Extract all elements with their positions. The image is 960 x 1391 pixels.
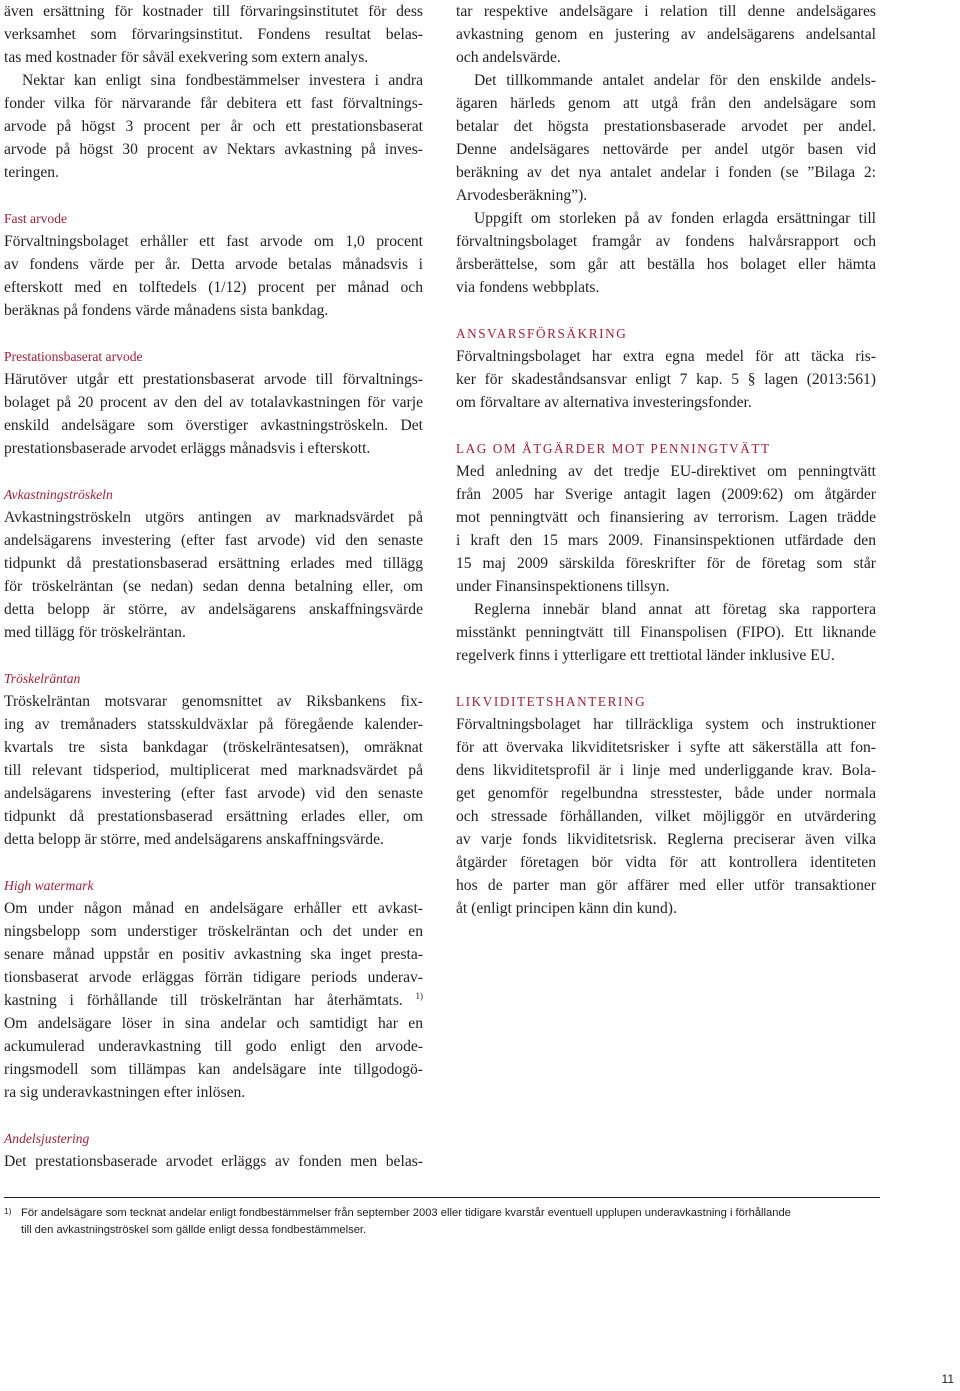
section-penningtvatt (456, 437, 876, 667)
text-line: i kraft den 15 mars 2009. Finansinspektionen utfärdade den (456, 532, 876, 549)
text-line: kvartals tre sista bankdagar (tröskelräntesatsen), omräknat (4, 739, 423, 756)
text-line: verksamhet som förvaringsinstitut. Fondens resultat belas- (4, 26, 423, 43)
section-heading: LAG OM ÅTGÄRDER MOT PENNINGTVÄTT (456, 441, 771, 456)
text-line: årsberättelse, som går att beställa hos bolaget eller hämta (456, 256, 876, 273)
section-high-watermark (4, 874, 423, 1104)
text-line: avkastning genom en justering av andelsägarens andelsantal (456, 26, 876, 43)
text-line: ra sig underavkastningen efter inlösen. (4, 1084, 246, 1101)
section-andelsjustering (4, 1127, 423, 1173)
text-line: åt (enligt principen känn din kund). (456, 900, 677, 917)
text-line: Uppgift om storleken på av fonden erlagda ersättningar till (474, 210, 876, 227)
text-line: till relevant tidsperiod, multiplicerat med marknadsvärdet på (4, 762, 423, 779)
text-line: förvaltningsbolaget framgår av fondens halvårsrapport och (456, 233, 876, 250)
text-line: Förvaltningsbolaget har extra egna medel för att täcka ris- (456, 348, 876, 365)
text-line: bolaget på 20 procent av den del av totalavkastningen för varje (4, 394, 423, 411)
text-line: detta belopp är större, med andelsägarens anskaffningsvärde. (4, 831, 384, 848)
footnote-line: För andelsägare som tecknat andelar enligt fondbestämmelser från september 2003 eller tidigare kvarstår eventuell upplupen underavkastning i förhållande (21, 1207, 791, 1219)
section-heading: High watermark (4, 878, 94, 893)
section-avkastningstroskeln (4, 483, 423, 644)
footnote-divider (4, 1197, 880, 1198)
text-line: tas med kostnader för såväl exekvering som extern analys. (4, 49, 369, 66)
text-line: tidpunkt då prestationsbaserad ersättning erlades eller, om (4, 808, 423, 825)
text-line: fonder vilka för närvarande får debitera ett fast förvaltnings- (4, 95, 423, 112)
text-line: och stressade förhållanden, vilket möjliggör en utvärdering (456, 808, 876, 825)
footnote-line: till den avkastningströskel som gällde enligt dessa fondbestämmelser. (21, 1224, 367, 1236)
text-line: detta belopp är större, av andelsägarens anskaffningsvärde (4, 601, 423, 618)
text-line: 15 maj 2009 särskilda föreskrifter för de företag som står (456, 555, 876, 572)
text-line: andelsägarens investering (efter fast arvode) vid den senaste (4, 785, 423, 802)
continued-paragraph (456, 0, 876, 69)
text-line: Reglerna innebär bland annat att företag ska rapportera (474, 601, 876, 618)
section-heading: Prestationsbaserat arvode (4, 349, 143, 364)
text-line: andelsägarens investering (efter fast arvode) vid den senaste (4, 532, 423, 549)
text-line: ker för skadeståndsansvar enligt 7 kap. 5 § lagen (2013:561) (456, 371, 876, 388)
text-line: regelverk finns i ytterligare ett trettiotal länder inklusive EU. (456, 647, 835, 664)
section-heading: Fast arvode (4, 211, 68, 226)
text-line: med tillägg för tröskelräntan. (4, 624, 186, 641)
fee-info-paragraph (456, 207, 876, 299)
text-line: Arvodesberäkning”). (456, 187, 588, 204)
text-line: Nektar kan enligt sina fondbestämmelser investera i andra (22, 72, 423, 89)
page-number: 11 (941, 1372, 954, 1386)
text-line: av fondens värde per år. Detta arvode betalas månadsvis i (4, 256, 423, 273)
intro-paragraph (4, 0, 423, 69)
text-line: Avkastningströskeln utgörs antingen av marknadsvärdet på (4, 509, 423, 526)
text-line: Härutöver utgår ett prestationsbaserat arvode till förvaltnings- (4, 371, 423, 388)
text-line: ing av tremånaders statsskuldväxlar på föregående kalender- (4, 716, 423, 733)
text-line (4, 989, 423, 1012)
text-line: från 2005 har Sverige antagit lagen (2009:62) om åtgärder (456, 486, 876, 503)
text-line: ningsbelopp som understiger tröskelräntan och det under en (4, 923, 423, 940)
text-line: och andelsvärde. (456, 49, 561, 66)
section-fast-arvode (4, 207, 423, 322)
text-line: Förvaltningsbolaget har tillräckliga system och instruktioner (456, 716, 876, 733)
text-line: Det prestationsbaserade arvodet erläggs av fonden men belas- (4, 1153, 423, 1170)
section-troskelrantan (4, 667, 423, 851)
text-line: beräknas på fondens värde månadens sista bankdag. (4, 302, 329, 319)
footnote (4, 1205, 880, 1239)
text-line: hos de parter man gör affärer med eller utför transaktioner (456, 877, 876, 894)
text-line: ackumulerad underavkastning till godo enligt den arvode- (4, 1038, 423, 1055)
nektar-paragraph (4, 69, 423, 184)
text-line: teringen. (4, 164, 59, 181)
text-line: senare månad uppstår en positiv avkastning ska inget presta- (4, 946, 423, 963)
text-line: Om andelsägare löser in sina andelar och samtidigt har en (4, 1015, 423, 1032)
text-line: Om under någon månad en andelsägare erhåller ett avkast- (4, 900, 423, 917)
section-heading: Tröskelräntan (4, 671, 81, 686)
text-line: åtgärder företagen bör vidta för att kontrollera identiteten (456, 854, 876, 871)
text-line: Med anledning av det tredje EU-direktivet om penningtvätt (456, 463, 876, 480)
footnote-text (21, 1205, 880, 1239)
left-column (4, 0, 423, 1173)
text-line: via fondens webbplats. (456, 279, 600, 296)
text-line: tionsbaserat arvode erläggas förrän tidigare periods underav- (4, 969, 423, 986)
text-line: beräkning av det nya antalet andelar i fonden (se ”Bilaga 2: (456, 164, 876, 181)
right-column (456, 0, 876, 920)
section-heading: Avkastningströskeln (4, 487, 113, 502)
text-line: get genomför regelbundna stresstester, både under normala (456, 785, 876, 802)
text-line: av varje fonds likviditetsrisk. Reglerna preciserar även vilka (456, 831, 876, 848)
text-line: för tröskelräntan (se nedan) sedan denna betalning eller, om (4, 578, 423, 595)
text-line: tar respektive andelsägare i relation till denne andelsägares (456, 3, 876, 20)
text-line: ringsmodell som tillämpas kan andelsägare inte tillgodogö- (4, 1061, 423, 1078)
section-heading: LIKVIDITETSHANTERING (456, 694, 647, 709)
text-line: Det tillkommande antalet andelar för den enskilde andels- (474, 72, 876, 89)
text-line: Förvaltningsbolaget erhåller ett fast arvode om 1,0 procent (4, 233, 423, 250)
text-line: för att övervaka likviditetsrisker i syfte att säkerställa att fon- (456, 739, 876, 756)
text-line: efterskott med en tolftedels (1/12) procent per månad och (4, 279, 423, 296)
additional-units-paragraph (456, 69, 876, 207)
text-line: under Finansinspektionens tillsyn. (456, 578, 670, 595)
text-line: ägaren härleds genom att utgå från den andelsägare som (456, 95, 876, 112)
text-line: om förvaltare av alternativa investeringsfonder. (456, 394, 752, 411)
section-heading: Andelsjustering (4, 1131, 90, 1146)
footnote-reference: 1) (415, 991, 423, 1001)
text-line: misstänkt penningtvätt till Finanspolisen (FIPO). Ett liknande (456, 624, 876, 641)
text-line: dens likviditetsprofil är i linje med underliggande krav. Bola- (456, 762, 876, 779)
section-prestationsbaserat-arvode (4, 345, 423, 460)
section-ansvarsforsakring (456, 322, 876, 414)
text-line: enskild andelsägare som överstiger avkastningströskeln. Det (4, 417, 423, 434)
text-line: även ersättning för kostnader till förvaringsinstitutet för dess (4, 3, 423, 20)
text-line: Denne andelsägares nettovärde per andel utgör basen vid (456, 141, 876, 158)
text-line: arvode på högst 30 procent av Nektars avkastning på inves- (4, 141, 423, 158)
text-segment: kastning i förhållande till tröskelräntan har återhämtats. (4, 992, 403, 1009)
text-line: Tröskelräntan motsvarar genomsnittet av Riksbankens fix- (4, 693, 423, 710)
section-likviditetshantering (456, 690, 876, 920)
text-line: mot penningtvätt och finansiering av terrorism. Lagen trädde (456, 509, 876, 526)
footnote-mark: 1) (4, 1206, 12, 1216)
text-line: betalar det högsta prestationsbaserade arvodet per andel. (456, 118, 876, 135)
section-heading: ANSVARSFÖRSÄKRING (456, 326, 628, 341)
text-line: tidpunkt då prestationsbaserad ersättning erlades med tillägg (4, 555, 423, 572)
text-line: prestationsbaserade arvodet erläggs månadsvis i efterskott. (4, 440, 371, 457)
text-line: arvode på högst 3 procent per år och ett prestationsbaserat (4, 118, 423, 135)
